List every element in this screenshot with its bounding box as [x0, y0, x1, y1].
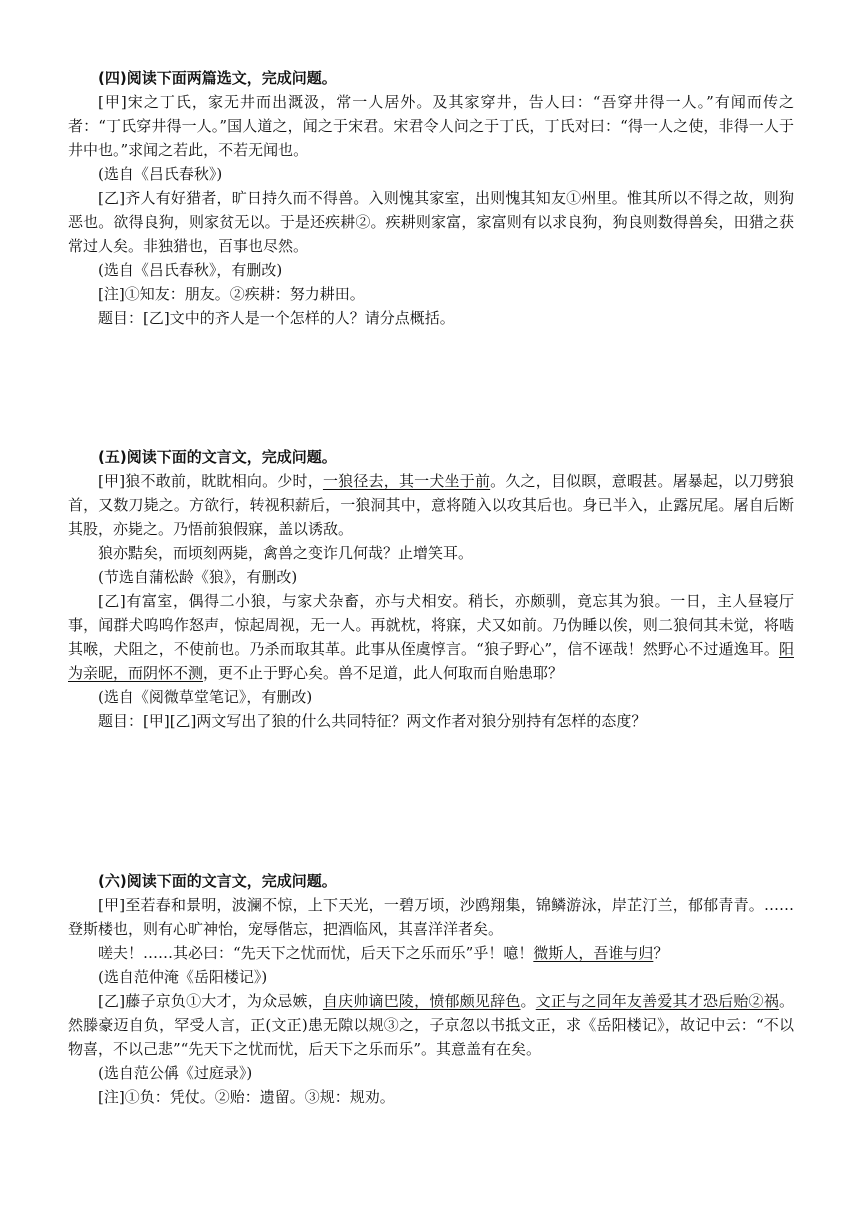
- question: 题目：[乙]文中的齐人是一个怎样的人？请分点概括。: [98, 309, 455, 327]
- text: [乙]有富室，偶得二小狼，与家犬杂畜，亦与犬相安。稍长，亦颇驯，竟忘其为狼。一日，主人昼寝厅事，闻群犬呜呜作怒声，惊起周视，无一人。再就枕，将寐，犬又如前。乃伪睡以俟，则二狼伺其未觉，将啮其喉，犬阻之，不使前也。乃杀而取其革。此事从侄虞惇言。“狼子野心”，信不诬哉！然野心不过遁逸耳。: [68, 592, 794, 658]
- section-5: [68, 445, 794, 733]
- text: ？: [653, 944, 669, 962]
- underlined-sentence: 一狼径去，其一犬坐于前: [322, 472, 491, 490]
- text: 。然滕豪迈自负，罕受人言，正(文正)患无隙以规③之，子京忽以书抵文正，求《岳阳楼记》，故记中云：“不以物喜，不以己悲”“先天下之忧而忧，后天下之乐而乐”。其意盖有在矣。: [68, 992, 794, 1058]
- underlined-sentence: 微斯人，吾谁与归: [533, 944, 654, 962]
- text: 嗟夫！……其必曰：“先天下之忧而忧，后天下之乐而乐”乎！噫！: [98, 944, 534, 962]
- passage-jia-comment: 狼亦黠矣，而顷刻两毙，禽兽之变诈几何哉？止增笑耳。: [98, 544, 474, 562]
- source-jia: (选自范仲淹《岳阳楼记》): [98, 968, 268, 986]
- section-6-heading: (六)阅读下面的文言文，完成问题。: [98, 872, 337, 890]
- section-5-heading: (五)阅读下面的文言文，完成问题。: [98, 448, 337, 466]
- note: [注]①知友：朋友。②疾耕：努力耕田。: [98, 285, 365, 303]
- underlined-sentence: 自庆帅谪巴陵，愤郁颇见辞色: [322, 992, 521, 1010]
- question: 题目：[甲][乙]两文写出了狼的什么共同特征？两文作者对狼分别持有怎样的态度？: [98, 712, 647, 730]
- passage-yi: [68, 589, 794, 685]
- text: 。: [520, 992, 536, 1010]
- source-jia: (选自《吕氏春秋》): [98, 165, 223, 183]
- passage-jia-2: [68, 941, 794, 965]
- text: 。久之，目似瞑，意暇甚。屠暴起，以刀劈狼首，又数刀毙之。方欲行，转视积薪后，一狼洞其中，意将随入以攻其后也。身已半入，止露尻尾。屠自后断其股，亦毙之。乃悟前狼假寐，盖以诱敌。: [68, 472, 794, 538]
- source-jia: (节选自蒲松龄《狼》，有删改): [98, 568, 298, 586]
- text: [甲]狼不敢前，眈眈相向。少时，: [98, 472, 323, 490]
- text: ，更不止于野心矣。兽不足道，此人何取而自贻患耶？: [203, 664, 564, 682]
- passage-yi: [68, 989, 794, 1061]
- source-yi: (选自范公偁《过庭录》): [98, 1064, 253, 1082]
- note: [注]①负：凭仗。②贻：遗留。③规：规劝。: [98, 1088, 395, 1106]
- passage-jia: [甲]宋之丁氏，家无井而出溉汲，常一人居外。及其家穿井，告人曰：“吾穿井得一人。”有闻而传之者：“丁氏穿井得一人。”国人道之，闻之于宋君。宋君令人问之于丁氏，丁氏对曰：“得一人之使，非得一人于井中也。”求闻之若此，不若无闻也。: [68, 93, 794, 159]
- section-6: [68, 869, 794, 1109]
- text: [乙]藤子京负①大才，为众忌嫉，: [98, 992, 323, 1010]
- section-4-heading: (四)阅读下面两篇选文，完成问题。: [98, 69, 337, 87]
- section-4: [68, 66, 794, 330]
- underlined-sentence: 阳为亲昵，而阴怀不测: [68, 640, 794, 682]
- passage-jia: [68, 469, 794, 541]
- source-yi: (选自《阅微草堂笔记》，有删改): [98, 688, 313, 706]
- underlined-sentence: 文正与之同年友善爱其才恐后贻②祸: [535, 992, 779, 1010]
- passage-jia: [甲]至若春和景明，波澜不惊，上下天光，一碧万顷，沙鸥翔集，锦鳞游泳，岸芷汀兰，郁郁青青。……登斯楼也，则有心旷神怡，宠辱偕忘，把酒临风，其喜洋洋者矣。: [68, 896, 794, 938]
- passage-yi: [乙]齐人有好猎者，旷日持久而不得兽。入则愧其家室，出则愧其知友①州里。惟其所以不得之故，则狗恶也。欲得良狗，则家贫无以。于是还疾耕②。疾耕则家富，家富则有以求良狗，狗良则数得兽矣，田猎之获常过人矣。非独猎也，百事也尽然。: [68, 189, 794, 255]
- source-yi: (选自《吕氏春秋》，有删改): [98, 261, 283, 279]
